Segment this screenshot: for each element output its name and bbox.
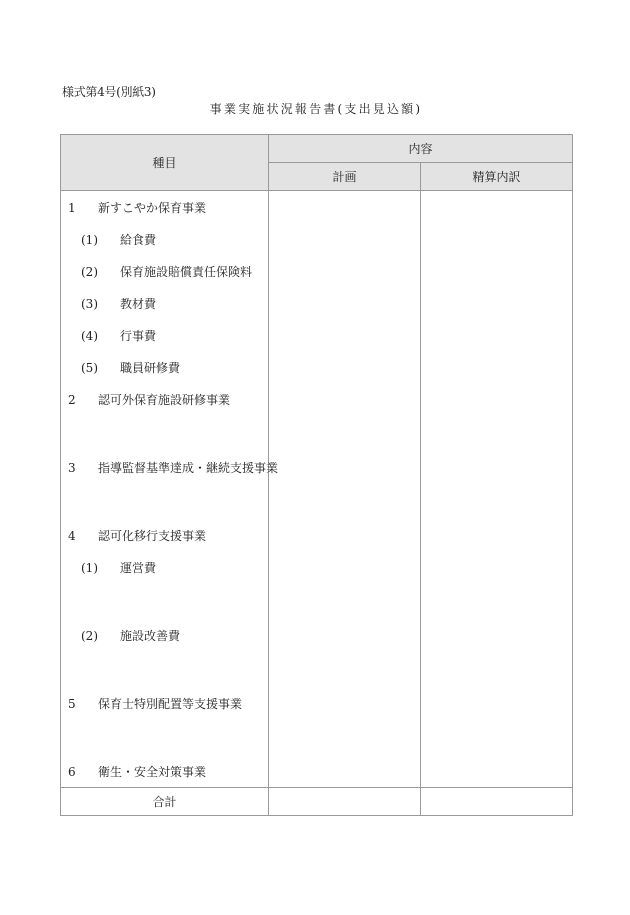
header-plan: 計画 (269, 163, 421, 191)
item-label: 衛生・安全対策事業 (98, 765, 207, 779)
total-plan-cell[interactable] (269, 788, 421, 816)
total-label: 合計 (61, 788, 269, 816)
item-number: 4 (68, 529, 76, 543)
sub-item-number: (5) (81, 361, 98, 375)
item-number: 6 (68, 765, 76, 779)
item-label: 認可化移行支援事業 (98, 529, 207, 543)
form-number: 様式第4号(別紙3) (62, 85, 156, 99)
header-item: 種目 (61, 135, 269, 191)
item-number: 3 (68, 461, 76, 475)
item-label: 保育士特別配置等支援事業 (98, 697, 243, 711)
item-label: 運営費 (120, 561, 157, 575)
item-label: 職員研修費 (120, 361, 181, 375)
item-list (61, 191, 279, 787)
total-settlement-cell[interactable] (421, 788, 573, 816)
item-number: 2 (68, 393, 76, 407)
sub-item-number: (2) (81, 629, 98, 643)
item-label: 認可外保育施設研修事業 (98, 393, 231, 407)
sub-item-number: (2) (81, 265, 98, 279)
item-label: 給食費 (120, 233, 157, 247)
sub-item-number: (1) (81, 561, 98, 575)
sub-item-number: (1) (81, 233, 98, 247)
item-label: 教材費 (120, 297, 157, 311)
sub-item-number: (4) (81, 329, 98, 343)
header-settlement: 精算内訳 (421, 163, 573, 191)
item-label: 施設改善費 (120, 629, 181, 643)
document-title: 事業実施状況報告書(支出見込額) (209, 102, 423, 116)
item-label: 新すこやか保育事業 (98, 201, 207, 215)
plan-cell[interactable] (269, 191, 421, 788)
sub-item-number: (3) (81, 297, 98, 311)
settlement-cell[interactable] (421, 191, 573, 788)
item-number: 5 (68, 697, 76, 711)
item-list-cell (61, 191, 279, 788)
report-table (60, 134, 573, 816)
item-number: 1 (68, 201, 76, 215)
item-label: 行事費 (120, 329, 157, 343)
item-label: 保育施設賠償責任保険料 (120, 265, 253, 279)
item-label: 指導監督基準達成・継続支援事業 (98, 461, 279, 475)
header-content: 内容 (269, 135, 573, 163)
